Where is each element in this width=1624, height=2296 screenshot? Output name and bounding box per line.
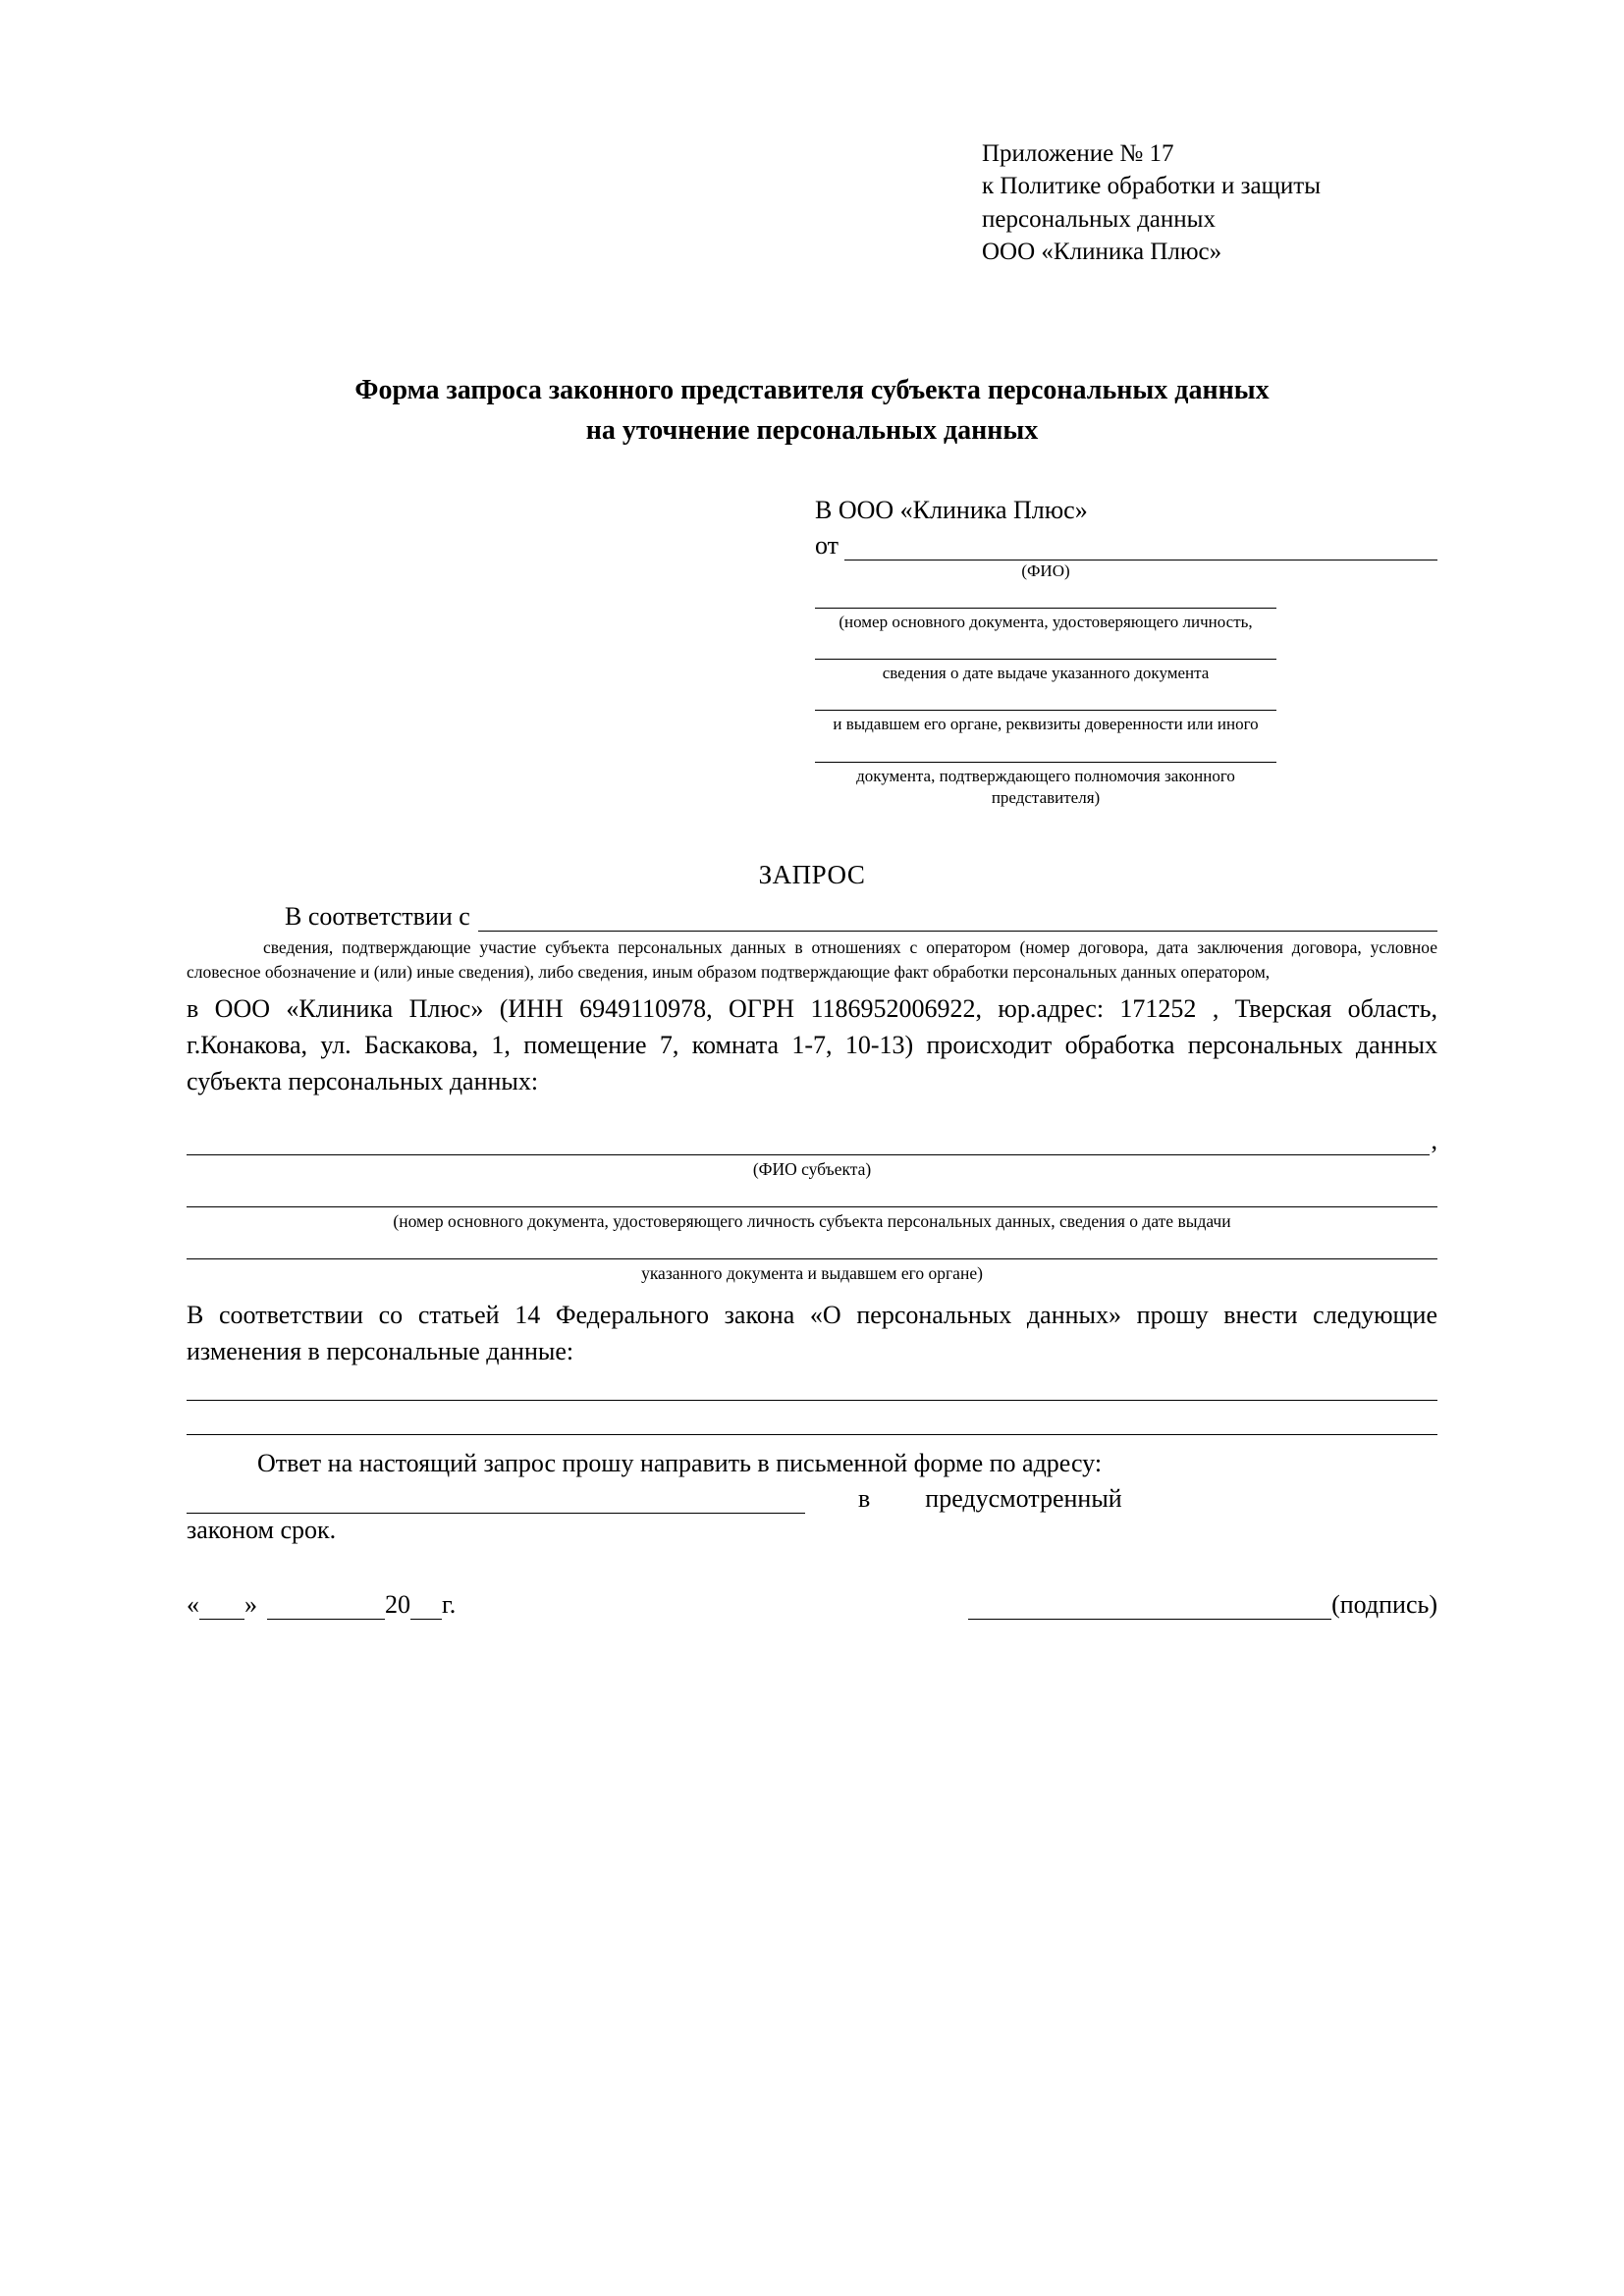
answer-address-fill-line[interactable] <box>187 1513 805 1514</box>
answer-word-v: в <box>858 1483 871 1513</box>
answer-address-row <box>187 1484 1437 1514</box>
signature-row <box>187 1590 1437 1620</box>
subject-fio-comma: , <box>1431 1126 1437 1155</box>
from-fill-line[interactable] <box>844 560 1437 561</box>
in-accordance-row <box>187 902 1437 932</box>
operator-paragraph: в ООО «Клиника Плюс» (ИНН 6949110978, ОГРН 1186952006922, юр.адрес: 171252 , Тверская область, г.Конакова, ул. Баскакова, 1, помещение 7, комната 1-7, 10-13) происходит обработка персональных данных субъекта персональных данных: <box>187 994 1437 1096</box>
caption-subject-issuer: указанного документа и выдавшем его органе) <box>641 1262 983 1283</box>
doc-number-block <box>815 608 1276 633</box>
subject-issuer-fill-line[interactable] <box>187 1258 1437 1259</box>
date-day-field[interactable] <box>199 1619 244 1620</box>
signature-fill-line[interactable] <box>968 1619 1331 1620</box>
authority-fill-line[interactable] <box>815 762 1276 763</box>
in-accordance-fill-line[interactable] <box>478 931 1437 932</box>
subject-issuer-row <box>187 1258 1437 1259</box>
signature-caption: (подпись) <box>1331 1589 1437 1619</box>
appendix-header <box>982 137 1437 268</box>
addressee-to: В ООО «Клиника Плюс» <box>815 496 1088 525</box>
caption-issuer: и выдавшем его органе, реквизиты доверенности или иного <box>833 715 1259 734</box>
changes-fill-line-1[interactable] <box>187 1400 1437 1401</box>
subject-doc-fill-line[interactable] <box>187 1206 1437 1207</box>
from-label: от <box>815 531 839 561</box>
issuer-fill-line[interactable] <box>815 710 1276 711</box>
date-quote-open: « <box>187 1589 199 1619</box>
appendix-line-2: к Политике обработки и защиты <box>982 173 1322 200</box>
caption-issue-date: сведения о дате выдаче указанного документа <box>882 664 1210 683</box>
caption-subject-doc: (номер основного документа, удостоверяющего личность субъекта персональных данных, сведения о дате выдачи <box>393 1210 1231 1231</box>
request-note <box>187 935 1437 985</box>
appendix-line-1: Приложение № 17 <box>982 140 1174 167</box>
appendix-line-4: ООО «Клиника Плюс» <box>982 238 1222 265</box>
request-note-text: сведения, подтверждающие участие субъекта персональных данных в отношениях с оператором (номер договора, дата заключения договора, условное словесное обозначение и (или) иные сведения), либо сведения, иным образом подтверждающие факт обработки персональных данных оператором, <box>187 936 1437 982</box>
page-title-line-2: на уточнение персональных данных <box>585 414 1039 446</box>
answer-word-predusmotrenny: предусмотренный <box>925 1483 1122 1513</box>
date-month-field[interactable] <box>267 1619 385 1620</box>
caption-authority: документа, подтверждающего полномочия законного представителя) <box>856 766 1235 807</box>
subject-fio-row <box>187 1126 1437 1155</box>
caption-fio: (ФИО) <box>1021 561 1070 581</box>
issuer-block <box>815 710 1276 735</box>
page-title <box>187 371 1437 451</box>
authority-block <box>815 762 1276 809</box>
subject-fio-fill-line[interactable] <box>187 1154 1430 1155</box>
issue-date-fill-line[interactable] <box>815 659 1276 660</box>
appendix-line-3: персональных данных <box>982 205 1216 233</box>
answer-paragraph <box>187 1445 1437 1482</box>
date-year-label: 20 <box>385 1589 410 1619</box>
date-g-label: г. <box>442 1589 457 1619</box>
page-title-line-1: Форма запроса законного представителя субъекта персональных данных <box>354 375 1270 405</box>
in-accordance-label: В соответствии с <box>285 901 470 931</box>
doc-number-fill-line[interactable] <box>815 608 1276 609</box>
changes-fill-line-2[interactable] <box>187 1434 1437 1435</box>
date-quote-close: » <box>244 1589 257 1619</box>
addressee-from-row <box>815 531 1437 561</box>
answer-tail: законом срок. <box>187 1515 337 1544</box>
article-paragraph: В соответствии со статьей 14 Федерального закона «О персональных данных» прошу внести следующие изменения в персональные данные: <box>187 1301 1437 1366</box>
date-year-field[interactable] <box>410 1619 442 1620</box>
answer-paragraph-text: Ответ на настоящий запрос прошу направить в письменной форме по адресу: <box>257 1449 1103 1478</box>
caption-subject-fio: (ФИО субъекта) <box>752 1159 872 1180</box>
issue-date-block <box>815 659 1276 684</box>
caption-fio-wrap <box>815 561 1276 582</box>
caption-doc-number: (номер основного документа, удостоверяющего личность, <box>839 613 1253 632</box>
request-heading: ЗАПРОС <box>758 859 866 889</box>
subject-doc-row <box>187 1206 1437 1207</box>
